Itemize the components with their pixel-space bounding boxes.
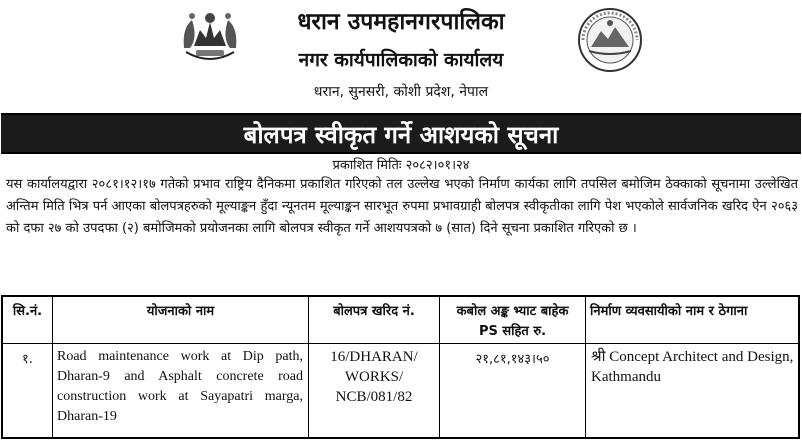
row-contractor: श्री Concept Architect and Design, Kathmandu [591,349,794,385]
header-bid-amount-line1: कबोल अङ्क भ्याट बाहेक [456,304,569,319]
row-bid-number: 16/DHARAN/ WORKS/ NCB/081/82 [330,349,418,405]
header-bid-amount-line2: PS सहित रु. [478,324,547,339]
header-project-name: योजनाको नाम [146,304,215,319]
office-name: नगर कार्यपालिकाको कार्यालय [298,49,504,71]
published-date: प्रकाशित मितिः २०८२।०१।२४ [332,158,470,173]
notice-title: बोलपत्र स्वीकृत गर्ने आशयको सूचना [243,121,559,149]
notice-title-banner [1,113,801,154]
office-address: धरान, सुनसरी, कोशी प्रदेश, नेपाल [313,84,489,100]
row-serial-number: १. [22,352,33,367]
organization-name: धरान उपमहानगरपालिका [297,9,505,35]
header-contractor: निर्माण व्यवसायीको नाम र ठेगाना [590,304,748,319]
header-bid-number: बोलपत्र खरिद नं. [333,304,415,319]
bid-table [1,295,800,439]
header-row-divider [3,343,798,344]
letterhead [0,0,802,113]
notice-body: यस कार्यालयद्वारा २०८१।१२।१७ गतेको प्रभाव राष्ट्रिय दैनिकमा प्रकाशित गरिएको तल उल्लेख भएको निर्माण कार्यका लागि तपसिल बमोजिम ठेक्काको सूचनामा उल्लेखित अन्तिम मिति भित्र पर्न आएका बोलपत्रहरुको मूल्याङ्कन हुँदा न्यूनतम मूल्याङ्कन सारभूत रुपमा प्रभावग्राही बोलपत्र स्वीकृतीका लागि पेश भएकोले सार्वजनिक खरिद ऐन २०६३ को दफा २७ को उपदफा (२) बमोजिमको प्रयोजनका लागि बोलपत्र स्वीकृत गर्ने आशयपत्रको ७ (सात) दिने सूचना प्रकाशित गरिएको छ । [6,177,798,236]
row-bid-amount: २१,८१,१४३।५० [475,352,550,367]
row-project-name: Road maintenance work at Dip path, Dharan-9 and Asphalt concrete road construction work at Sayapatri marga, Dharan-19 [57,349,303,424]
dharan-municipality-seal-icon [577,7,643,73]
header-serial-number: सि.नं. [12,304,43,319]
